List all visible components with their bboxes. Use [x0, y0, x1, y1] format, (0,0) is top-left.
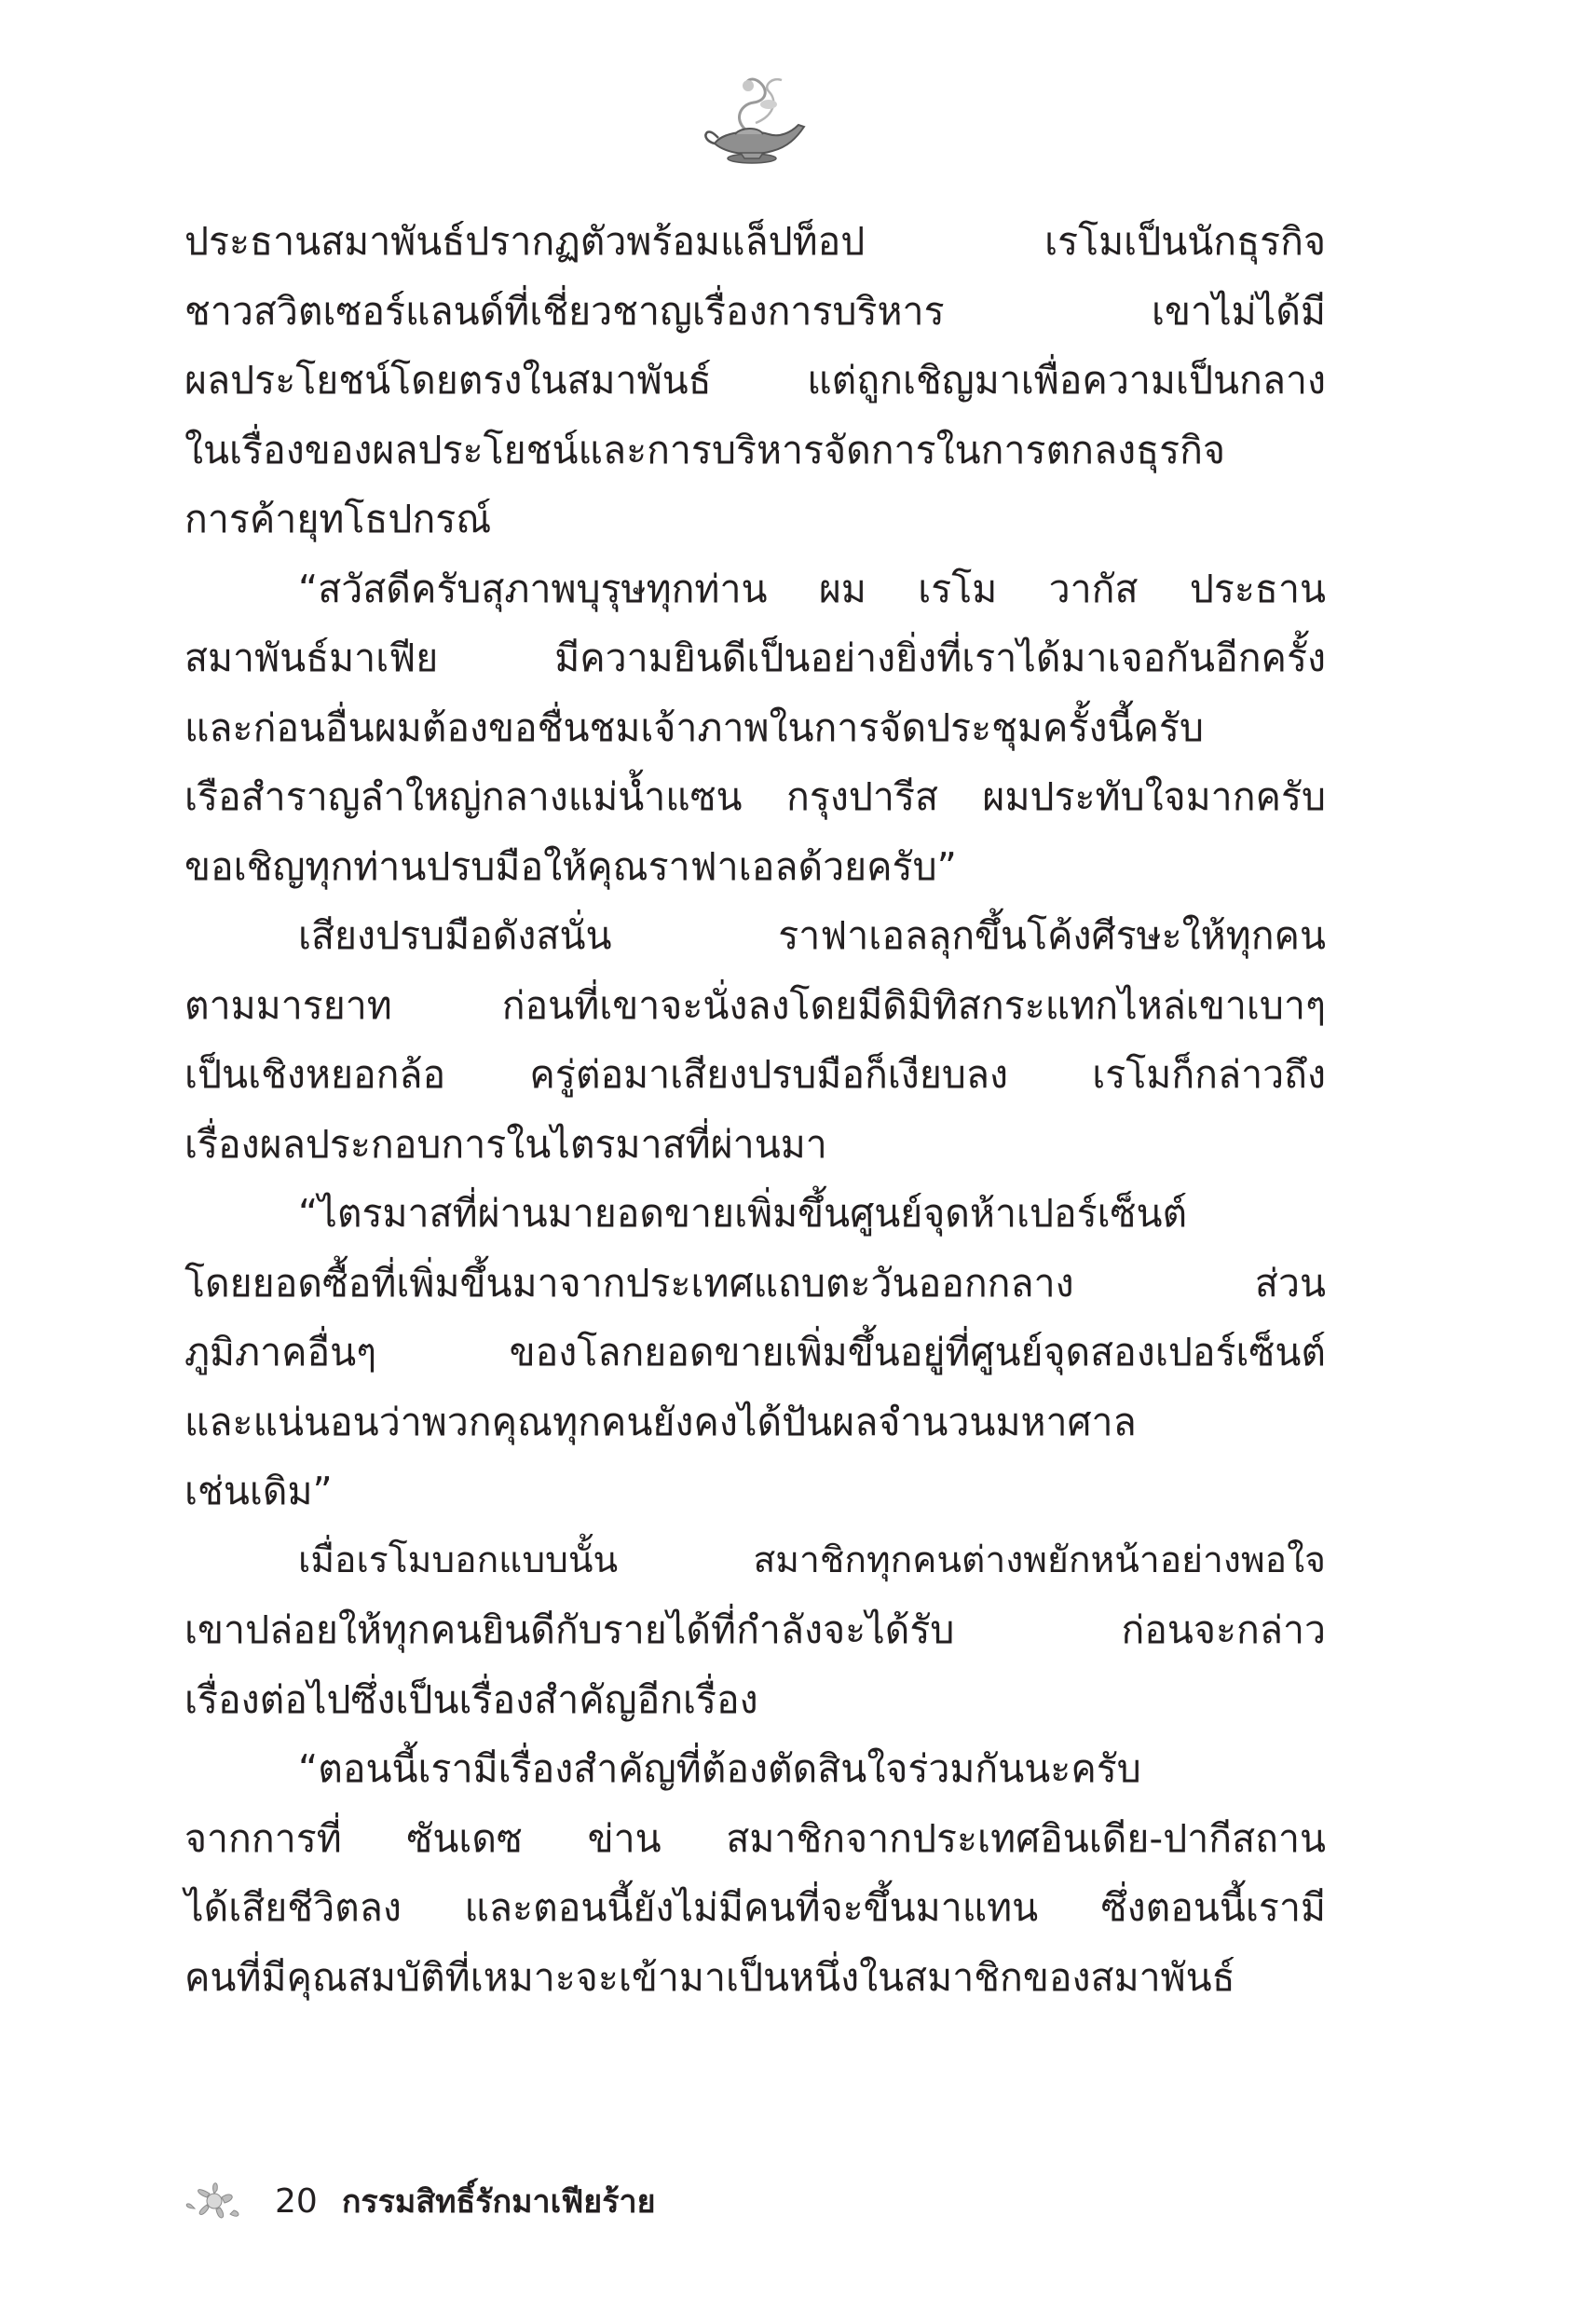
text-line: “ตอนนี้เรามีเรื่องสำคัญที่ต้องตัดสินใจร่วมกันนะครับ: [298, 1746, 1141, 1791]
text-line: โดยยอดซื้อที่เพิ่มขึ้นมาจากประเทศแถบตะวันออกกลาง ส่วน: [184, 1260, 1326, 1306]
text-line: จากการที่ ซันเดซ ข่าน สมาชิกจากประเทศอินเดีย-ปากีสถาน: [184, 1815, 1326, 1861]
text-line: ขอเชิญทุกท่านปรบมือให้คุณราฟาเอลด้วยครับ”: [184, 843, 957, 889]
text-line: เรื่องผลประกอบการในไตรมาสที่ผ่านมา: [184, 1121, 827, 1167]
page-number: 20: [275, 2181, 318, 2221]
text-line: คนที่มีคุณสมบัติที่เหมาะจะเข้ามาเป็นหนึ่งในสมาชิกของสมาพันธ์: [184, 1954, 1235, 2000]
text-line: ตามมารยาท ก่อนที่เขาจะนั่งลงโดยมีดิมิทิสกระแทกไหล่เขาเบาๆ: [184, 982, 1326, 1028]
text-line: เรือสำราญลำใหญ่กลางแม่น้ำแซน กรุงปารีส ผมประทับใจมากครับ: [184, 774, 1326, 819]
text-line: สมาพันธ์มาเฟีย มีความยินดีเป็นอย่างยิ่งที่เราได้มาเจอกันอีกครั้ง: [184, 636, 1326, 680]
text-line: “สวัสดีครับสุภาพบุรุษทุกท่าน ผม เรโม วากัส ประธาน: [298, 566, 1326, 611]
text-line: ได้เสียชีวิตลง และตอนนี้ยังไม่มีคนที่จะขึ้นมาแทน ซึ่งตอนนี้เรามี: [184, 1885, 1326, 1930]
text-line: เขาปล่อยให้ทุกคนยินดีกับรายได้ที่กำลังจะได้รับ ก่อนจะกล่าว: [184, 1607, 1326, 1652]
text-line: ในเรื่องของผลประโยชน์และการบริหารจัดการในการตกลงธุรกิจ: [184, 427, 1225, 472]
flower-ornament-icon: [182, 2177, 247, 2225]
text-line: เสียงปรบมือดังสนั่น ราฟาเอลลุกขึ้นโค้งศีรษะให้ทุกคน: [298, 913, 1326, 958]
text-line: ชาวสวิตเซอร์แลนด์ที่เชี่ยวชาญเรื่องการบริหาร เขาไม่ได้มี: [184, 288, 1326, 334]
page-footer: [182, 2173, 656, 2229]
genie-lamp-icon: [694, 67, 815, 170]
text-line: เมื่อเรโมบอกแบบนั้น สมาชิกทุกคนต่างพยักหน้าอย่างพอใจ: [298, 1538, 1326, 1581]
text-line: เป็นเชิงหยอกล้อ ครู่ต่อมาเสียงปรบมือก็เงียบลง เรโมก็กล่าวถึง: [184, 1052, 1326, 1097]
text-line: และแน่นอนว่าพวกคุณทุกคนยังคงได้ปันผลจำนวนมหาศาล: [184, 1399, 1137, 1444]
text-line: เรื่องต่อไปซึ่งเป็นเรื่องสำคัญอีกเรื่อง: [184, 1676, 758, 1722]
book-title: กรรมสิทธิ์รักมาเฟียร้าย: [341, 2183, 656, 2221]
text-line: ภูมิภาคอื่นๆ ของโลกยอดขายเพิ่มขึ้นอยู่ที่ศูนย์จุดสองเปอร์เซ็นต์: [184, 1330, 1326, 1374]
text-line: ประธานสมาพันธ์ปรากฏตัวพร้อมแล็ปท็อป เรโมเป็นนักธุรกิจ: [184, 219, 1326, 264]
text-line: เช่นเดิม”: [184, 1469, 333, 1513]
text-line: และก่อนอื่นผมต้องขอชื่นชมเจ้าภาพในการจัดประชุมครั้งนี้ครับ: [184, 704, 1204, 750]
story-text: [184, 207, 1326, 2012]
text-line: “ไตรมาสที่ผ่านมายอดขายเพิ่มขึ้นศูนย์จุดห้าเปอร์เซ็นต์: [298, 1191, 1188, 1236]
text-line: การค้ายุทโธปกรณ์: [184, 497, 492, 541]
text-line: ผลประโยชน์โดยตรงในสมาพันธ์ แต่ถูกเชิญมาเพื่อความเป็นกลาง: [184, 358, 1326, 403]
